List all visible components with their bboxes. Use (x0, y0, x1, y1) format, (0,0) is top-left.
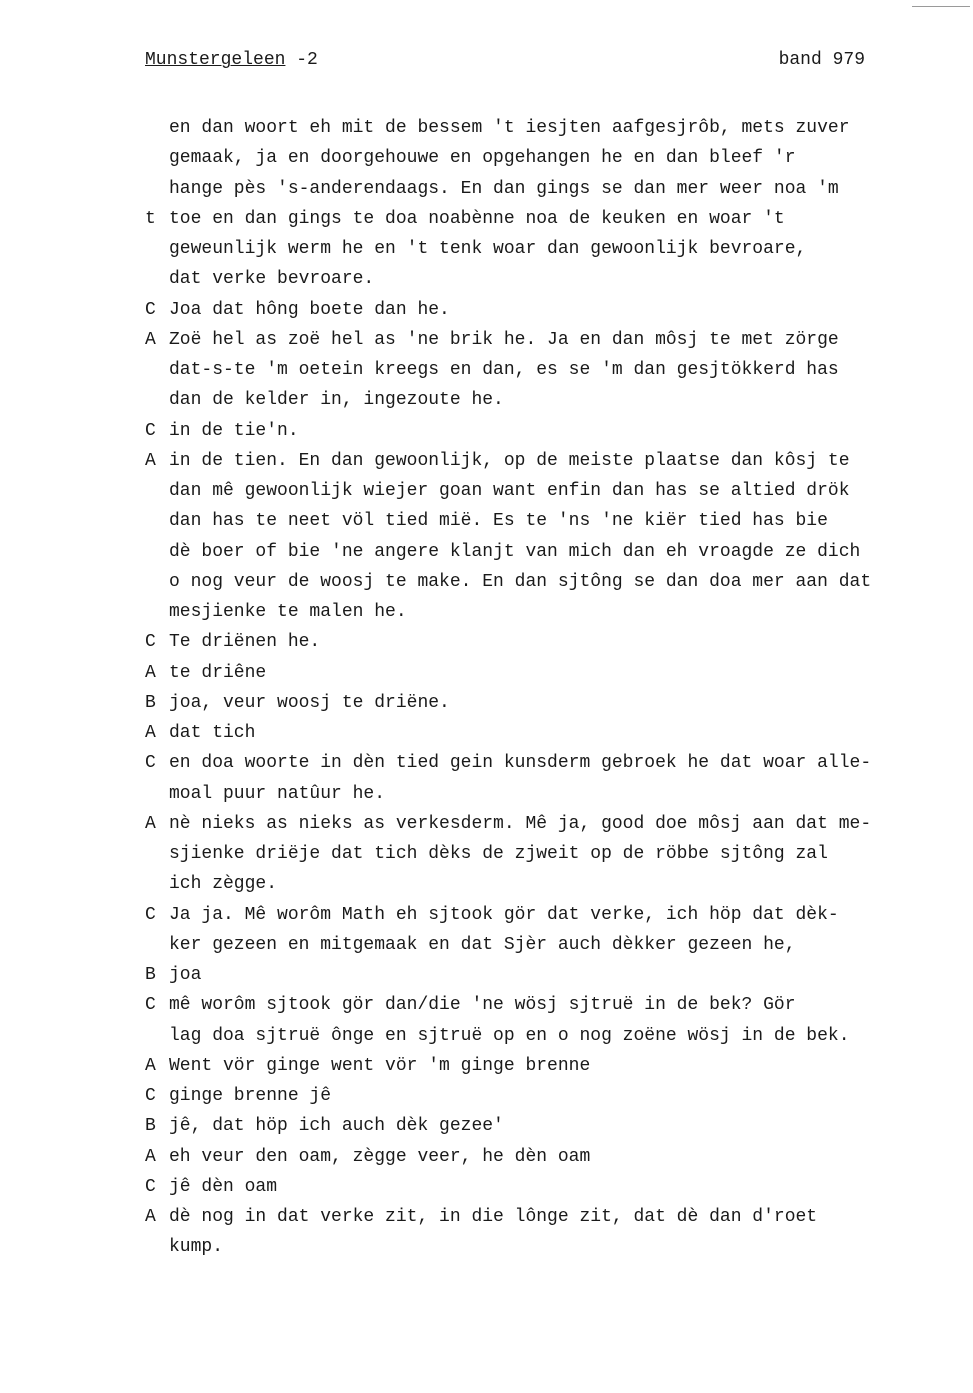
transcript-line: dat verke bevroare. (169, 269, 375, 290)
transcript-line: dat tich (169, 723, 256, 743)
speaker-label: A (145, 723, 156, 743)
speaker-label: A (145, 662, 156, 683)
transcript-line: en doa woorte in dèn tied gein kunsderm gebroek he dat woar alle- (169, 753, 872, 774)
transcript-line: en dan woort eh mit de bessem 't iesjten aafgesjrôb, mets zuver (169, 118, 850, 138)
transcript-turn (145, 688, 965, 718)
transcript-turn (145, 900, 965, 961)
transcript-turn (145, 990, 965, 1051)
transcript-turn (145, 1202, 965, 1263)
transcript-turn (145, 1142, 965, 1172)
tape-number: band 979 (778, 50, 865, 70)
transcript-line: Ja ja. Mê worôm Math eh sjtook gör dat verke, ich höp dat dèk- (169, 904, 839, 925)
speaker-label: C (145, 753, 156, 774)
transcript-line: mesjienke te malen he. (169, 602, 407, 622)
transcript-line: o nog veur de woosj te make. En dan sjtông se dan doa mer aan dat (169, 571, 872, 592)
transcript-line: in de tien. En dan gewoonlijk, op de meiste plaatse dan kôsj te (169, 450, 850, 471)
transcript-line: Te driënen he. (169, 632, 321, 653)
transcript-turn (145, 809, 965, 900)
speaker-label: t (145, 208, 156, 229)
transcript-line: hange pès 's-anderendaags. En dan gings se dan mer weer noa 'm (169, 178, 839, 199)
transcript-line: moal puur natûur he. (169, 783, 386, 804)
transcript-line: geweunlijk werm he en 't tenk woar dan gewoonlijk bevroare, (169, 239, 807, 259)
speaker-label: C (145, 904, 156, 925)
transcript-turn (145, 658, 965, 688)
transcript-turn (145, 113, 965, 204)
transcript-line: Joa dat hông boete dan he. (169, 299, 450, 320)
transcript-line: nè nieks as nieks as verkesderm. Mê ja, good doe môsj aan dat me- (169, 813, 872, 834)
transcript-line: kump. (169, 1237, 224, 1258)
speaker-label: A (145, 813, 156, 834)
speaker-label: C (145, 632, 156, 653)
transcript-line: te driêne (169, 662, 267, 683)
transcript-turn (145, 748, 965, 809)
speaker-label: A (145, 1207, 156, 1227)
speaker-label: B (145, 692, 156, 713)
transcript-line: Zoë hel as zoë hel as 'ne brik he. Ja en dan môsj te met zörge (169, 329, 839, 350)
transcript-line: dan de kelder in, ingezoute he. (169, 390, 504, 411)
speaker-label: A (145, 1055, 156, 1076)
transcript-line: Went vör ginge went vör 'm ginge brenne (169, 1055, 591, 1076)
transcript-line: lag doa sjtruë ônge en sjtruë op en o nog zoëne wösj in de bek. (169, 1025, 850, 1046)
transcript-body (145, 113, 965, 1263)
speaker-label: C (145, 1176, 156, 1197)
transcript-turn (145, 204, 965, 295)
transcript-line: joa, veur woosj te driëne. (169, 692, 450, 713)
speaker-label: B (145, 1116, 156, 1137)
corner-rule (912, 6, 970, 7)
page-header (145, 50, 865, 76)
speaker-label: A (145, 329, 156, 350)
transcript-line: eh veur den oam, zègge veer, he dèn oam (169, 1146, 591, 1167)
transcript-line: joa (169, 965, 202, 985)
header-location (145, 50, 318, 70)
transcript-line: ginge brenne jê (169, 1086, 332, 1106)
place-name: Munstergeleen (145, 50, 286, 70)
transcript-line: dè boer of bie 'ne angere klanjt van mich dan eh vroagde ze dich (169, 541, 861, 562)
transcript-line: dan has te neet völ tied mië. Es te 'ns 'ne kiër tied has bie (169, 511, 828, 532)
speaker-label: C (145, 1086, 156, 1106)
transcript-line: dan mê gewoonlijk wiejer goan want enfin dan has se altied drök (169, 481, 850, 501)
speaker-label: A (145, 450, 156, 471)
transcript-line: in de tie'n. (169, 420, 299, 441)
transcript-turn (145, 627, 965, 657)
speaker-label: C (145, 995, 156, 1016)
transcript-turn (145, 416, 965, 446)
transcript-line: jê, dat höp ich auch dèk gezee' (169, 1116, 504, 1137)
transcript-line: gemaak, ja en doorgehouwe en opgehangen he en dan bleef 'r (169, 148, 796, 169)
transcript-turn (145, 718, 965, 748)
transcript-line: dat-s-te 'm oetein kreegs en dan, es se 'm dan gesjtökkerd has (169, 360, 839, 380)
speaker-label: C (145, 299, 156, 320)
transcript-line: jê dèn oam (169, 1176, 278, 1197)
transcript-turn (145, 1051, 965, 1081)
transcript-line: toe en dan gings te doa noabènne noa de keuken en woar 't (169, 208, 785, 229)
speaker-label: B (145, 965, 156, 985)
transcript-line: ich zègge. (169, 874, 278, 895)
transcript-turn (145, 1172, 965, 1202)
page-number: -2 (285, 50, 318, 70)
transcript-line: sjienke driëje dat tich dèks de zjweit op de röbbe sjtông zal (169, 844, 828, 864)
speaker-label: A (145, 1146, 156, 1167)
transcript-line: ker gezeen en mitgemaak en dat Sjèr auch dèkker gezeen he, (169, 934, 796, 955)
speaker-label: C (145, 420, 156, 441)
transcript-turn (145, 1081, 965, 1111)
transcript-turn (145, 295, 965, 325)
transcript-turn (145, 325, 965, 416)
transcript-turn (145, 1111, 965, 1141)
transcript-turn (145, 446, 965, 628)
transcript-line: mê worôm sjtook gör dan/die 'ne wösj sjtruë in de bek? Gör (169, 995, 796, 1016)
transcript-turn (145, 960, 965, 990)
transcript-line: dè nog in dat verke zit, in die lônge zit, dat dè dan d'roet (169, 1207, 818, 1227)
